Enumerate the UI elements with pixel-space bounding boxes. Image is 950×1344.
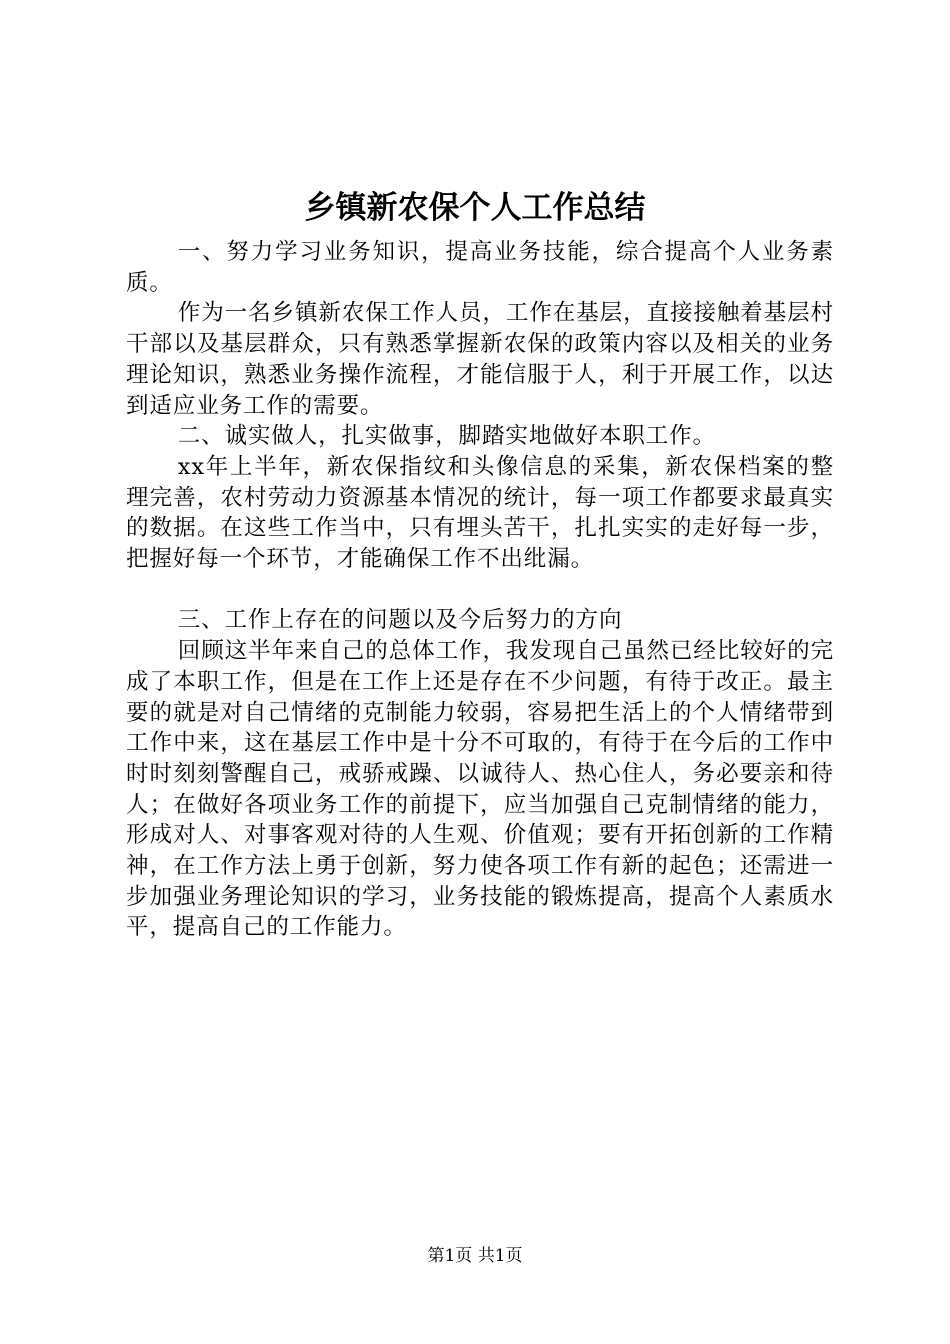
section-heading-2: 二、诚实做人，扎实做事，脚踏实地做好本职工作。	[177, 423, 716, 450]
document-body	[126, 237, 834, 943]
body-paragraph-1: 作为一名乡镇新农保工作人员，工作在基层，直接接触着基层村干部以及基层群众，只有熟悉掌握新农保的政策内容以及相关的业务理论知识，熟悉业务操作流程，才能信服于人，利于开展工作，以达到适应业务工作的需要。	[126, 300, 834, 419]
section-heading-1: 一、努力学习业务知识，提高业务技能，综合提高个人业务素质。	[126, 239, 834, 296]
body-paragraph-3: 回顾这半年来自己的总体工作，我发现自己虽然已经比较好的完成了本职工作，但是在工作上还是存在不少问题，有待于改正。最主要的就是对自己情绪的克制能力较弱，容易把生活上的个人情绪带到工作中来，这在基层工作中是十分不可取的，有待于在今后的工作中时时刻刻警醒自己，戒骄戒躁、以诚待人、热心住人，务必要亲和待人；在做好各项业务工作的前提下，应当加强自己克制情绪的能力，形成对人、对事客观对待的人生观、价值观；要有开拓创新的工作精神，在工作方法上勇于创新，努力使各项工作有新的起色；还需进一步加强业务理论知识的学习，业务技能的锻炼提高，提高个人素质水平，提高自己的工作能力。	[126, 638, 834, 941]
body-paragraph-2: xx年上半年，新农保指纹和头像信息的采集，新农保档案的整理完善，农村劳动力资源基本情况的统计，每一项工作都要求最真实的数据。在这些工作当中，只有埋头苦干，扎扎实实的走好每一步，把握好每一个环节，才能确保工作不出纰漏。	[126, 453, 834, 573]
document-title: 乡镇新农保个人工作总结	[304, 190, 646, 226]
section-heading-3: 三、工作上存在的问题以及今后努力的方向	[177, 607, 623, 634]
page-number-footer: 第1页 共1页	[427, 1246, 523, 1266]
